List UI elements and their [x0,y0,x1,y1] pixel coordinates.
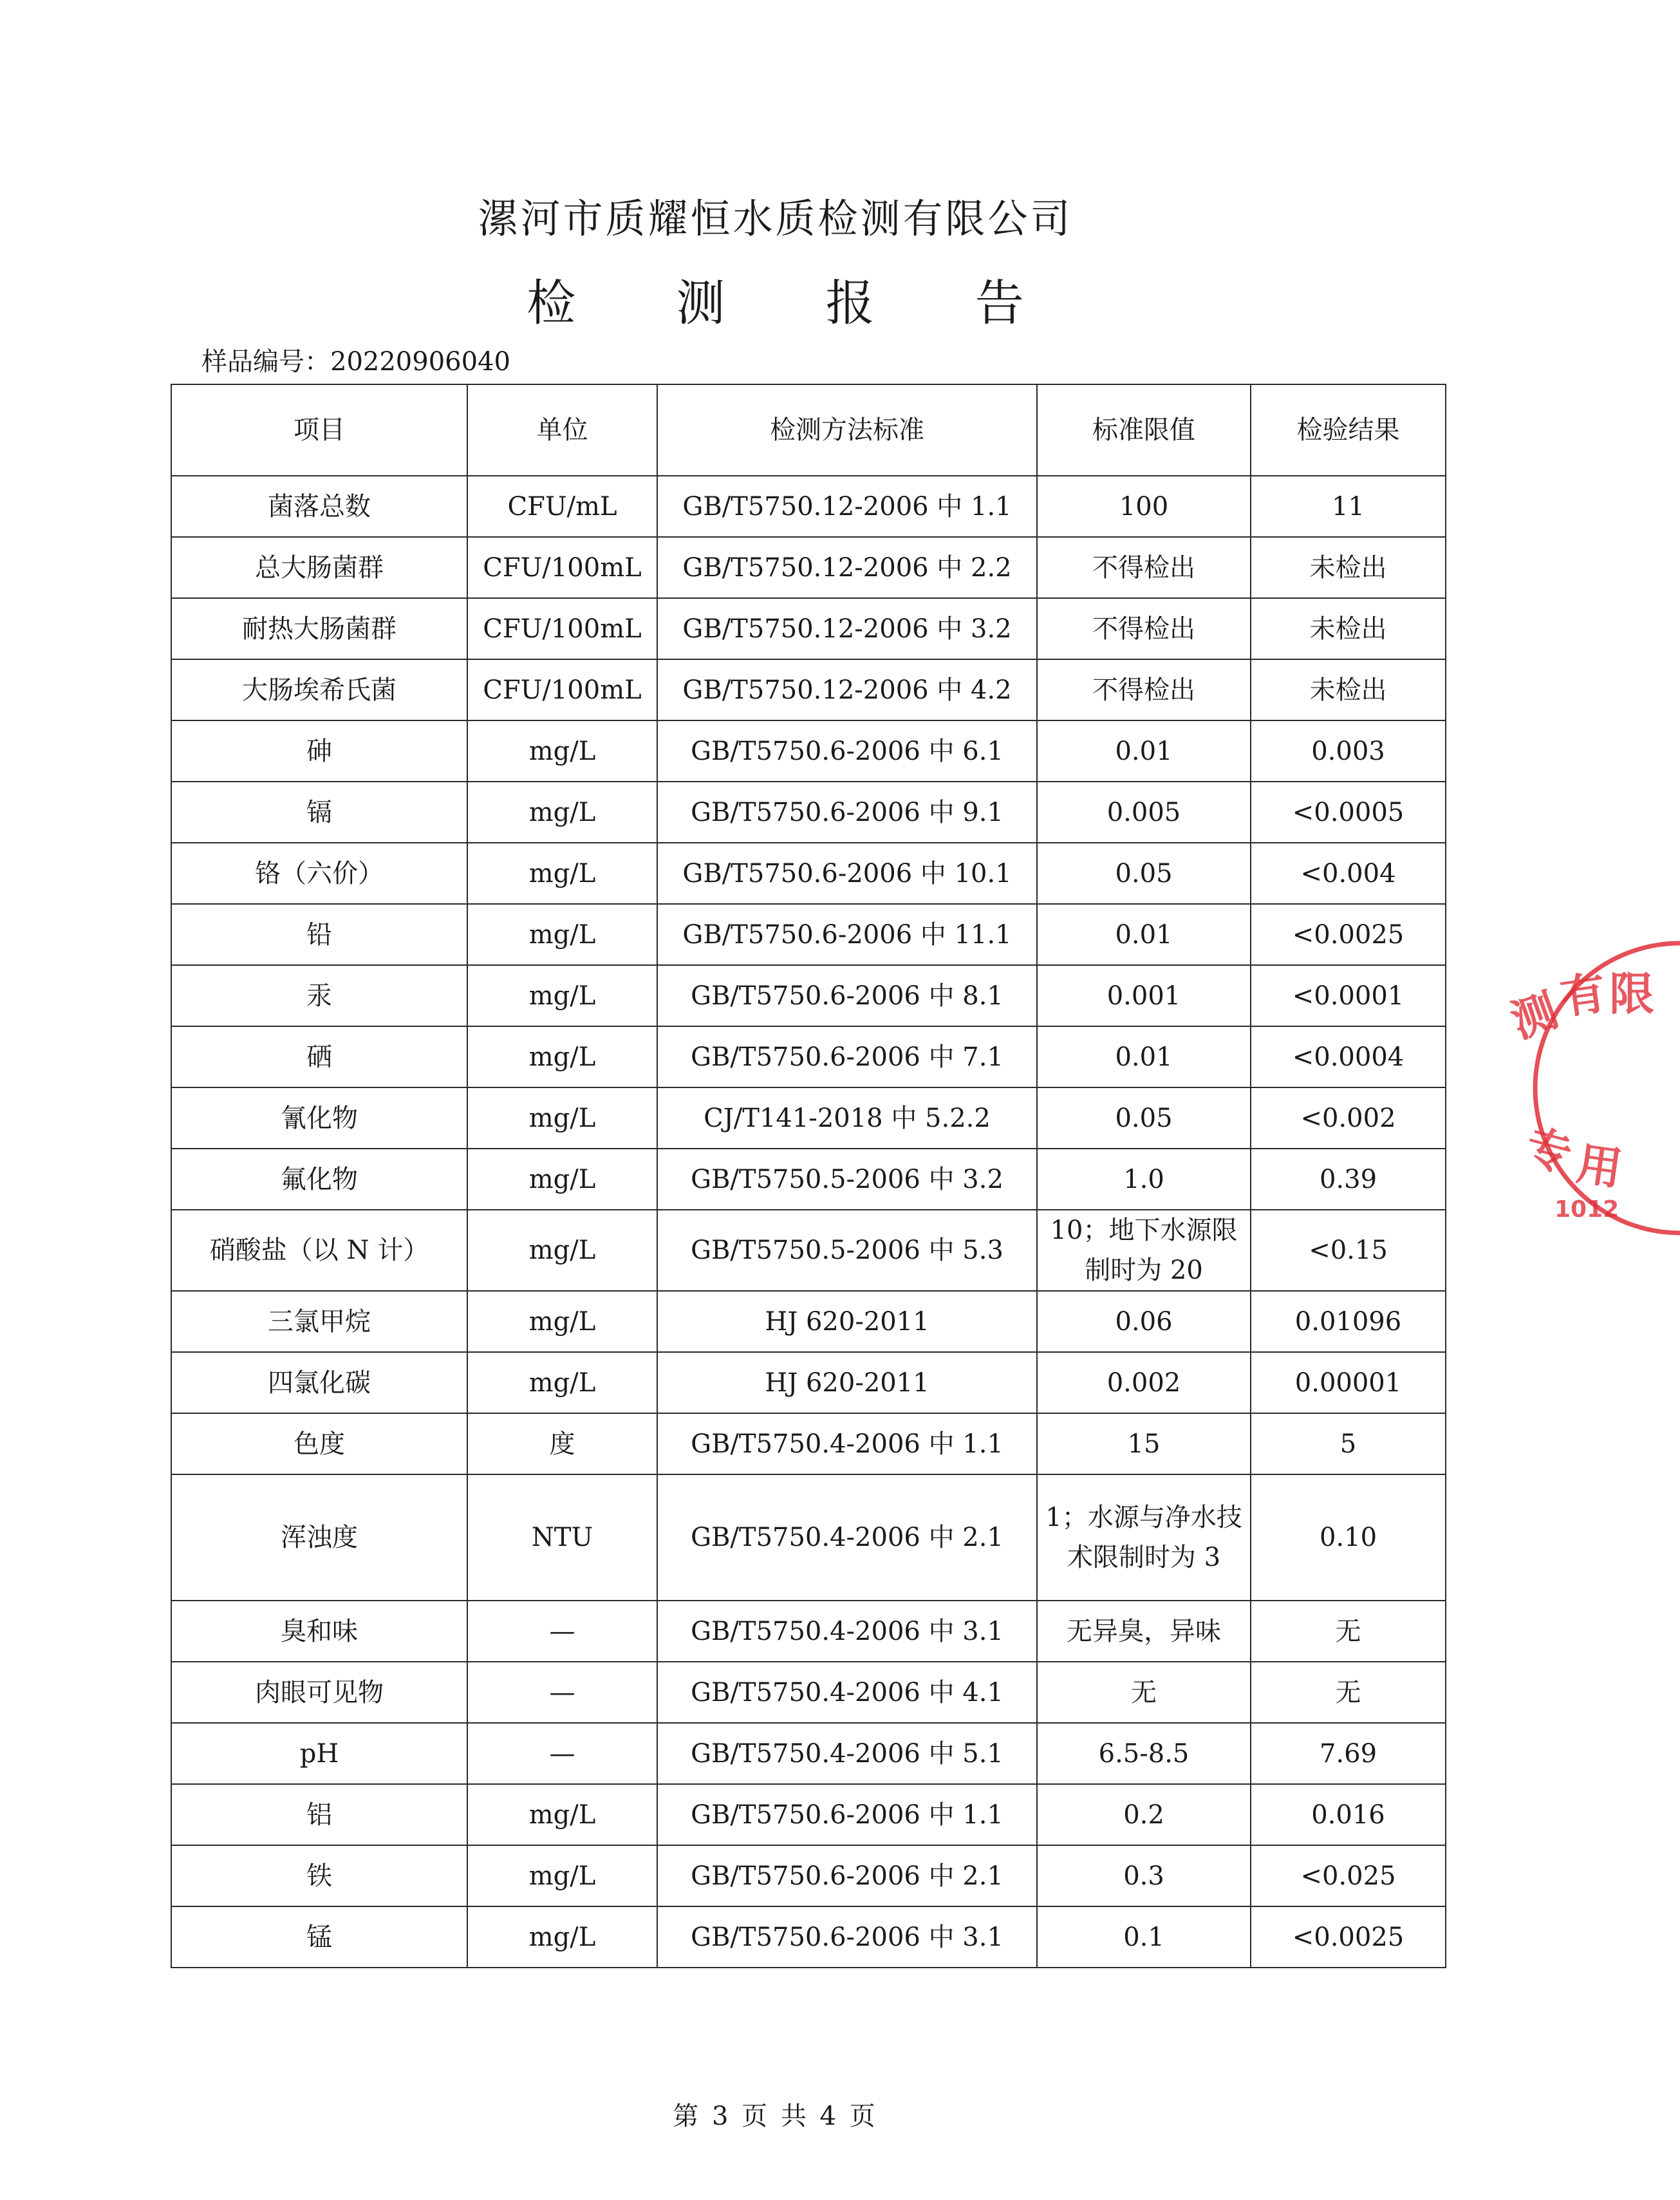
cell-method: GB/T5750.4-2006 中 5.1 [657,1723,1037,1784]
cell-limit: 0.06 [1037,1291,1251,1352]
cell-item: 大肠埃希氏菌 [171,659,467,720]
cell-limit: 1.0 [1037,1149,1251,1210]
table-row [171,1906,1446,1968]
cell-result: <0.0025 [1251,1906,1446,1968]
cell-method: GB/T5750.4-2006 中 3.1 [657,1601,1037,1662]
svg-text:有: 有 [1557,966,1609,1025]
table-row [171,537,1446,598]
cell-unit: mg/L [467,1210,657,1291]
cell-result: 未检出 [1251,659,1446,720]
table-row [171,1601,1446,1662]
cell-method: CJ/T141-2018 中 5.2.2 [657,1087,1037,1149]
cell-unit: mg/L [467,843,657,904]
cell-limit: 不得检出 [1037,659,1251,720]
table-row [171,1723,1446,1784]
header-method: 检测方法标准 [657,384,1037,476]
cell-unit: mg/L [467,1845,657,1906]
sample-number-label: 样品编号： [201,347,330,377]
cell-method: GB/T5750.6-2006 中 11.1 [657,904,1037,965]
table-row [171,659,1446,720]
cell-limit: 无异臭，异味 [1037,1601,1251,1662]
svg-text:限: 限 [1609,968,1654,1020]
header-result: 检验结果 [1251,384,1446,476]
svg-text:1012: 1012 [1554,1196,1619,1223]
cell-method: GB/T5750.6-2006 中 8.1 [657,965,1037,1026]
svg-text:专: 专 [1520,1119,1578,1183]
cell-result: <0.15 [1251,1210,1446,1291]
cell-limit: 0.001 [1037,965,1251,1026]
cell-method: GB/T5750.5-2006 中 5.3 [657,1210,1037,1291]
table-row [171,1413,1446,1474]
cell-unit: — [467,1601,657,1662]
table-row [171,1845,1446,1906]
cell-item: 色度 [171,1413,467,1474]
cell-unit: mg/L [467,965,657,1026]
cell-limit: 100 [1037,476,1251,537]
cell-method: GB/T5750.12-2006 中 3.2 [657,598,1037,659]
cell-limit: 10；地下水源限制时为 20 [1037,1210,1251,1291]
table-row [171,904,1446,965]
cell-item: 硒 [171,1026,467,1087]
cell-result: 7.69 [1251,1723,1446,1784]
cell-unit: CFU/mL [467,476,657,537]
sample-number-line [201,341,510,378]
cell-unit: mg/L [467,1087,657,1149]
cell-method: GB/T5750.6-2006 中 1.1 [657,1784,1037,1845]
table-body [171,476,1446,1968]
cell-limit: 0.05 [1037,1087,1251,1149]
company-name: 漯河市质耀恒水质检测有限公司 [478,195,1073,242]
cell-item: 砷 [171,720,467,782]
cell-limit: 15 [1037,1413,1251,1474]
report-title: 检 测 报 告 [527,274,1067,332]
cell-item: pH [171,1723,467,1784]
cell-method: GB/T5750.6-2006 中 3.1 [657,1906,1037,1968]
cell-method: HJ 620-2011 [657,1291,1037,1352]
table-row [171,1784,1446,1845]
cell-method: GB/T5750.4-2006 中 2.1 [657,1474,1037,1601]
cell-method: GB/T5750.6-2006 中 7.1 [657,1026,1037,1087]
cell-limit: 不得检出 [1037,537,1251,598]
sample-number-value: 20220906040 [330,347,510,377]
cell-limit: 0.1 [1037,1906,1251,1968]
svg-text:用: 用 [1573,1137,1626,1196]
cell-result: <0.0001 [1251,965,1446,1026]
cell-result: <0.0025 [1251,904,1446,965]
cell-result: 0.00001 [1251,1352,1446,1413]
test-results-table [171,384,1446,1968]
table-row [171,720,1446,782]
cell-unit: mg/L [467,1026,657,1087]
cell-limit: 0.01 [1037,1026,1251,1087]
cell-result: <0.0004 [1251,1026,1446,1087]
cell-limit: 0.05 [1037,843,1251,904]
cell-limit: 0.005 [1037,782,1251,843]
cell-item: 总大肠菌群 [171,537,467,598]
header-limit: 标准限值 [1037,384,1251,476]
cell-result: 无 [1251,1601,1446,1662]
cell-result: 未检出 [1251,598,1446,659]
cell-result: 0.39 [1251,1149,1446,1210]
cell-item: 氟化物 [171,1149,467,1210]
cell-result: 0.10 [1251,1474,1446,1601]
table-row [171,965,1446,1026]
cell-item: 耐热大肠菌群 [171,598,467,659]
cell-unit: mg/L [467,782,657,843]
cell-result: 无 [1251,1662,1446,1723]
page-number: 第 3 页 共 4 页 [673,2101,878,2131]
cell-result: 0.016 [1251,1784,1446,1845]
cell-item: 铬（六价） [171,843,467,904]
cell-unit: mg/L [467,1906,657,1968]
cell-unit: mg/L [467,1352,657,1413]
cell-limit: 1；水源与净水技术限制时为 3 [1037,1474,1251,1601]
cell-limit: 0.2 [1037,1784,1251,1845]
table-row [171,1210,1446,1291]
cell-limit: 6.5-8.5 [1037,1723,1251,1784]
cell-limit: 无 [1037,1662,1251,1723]
cell-method: GB/T5750.4-2006 中 4.1 [657,1662,1037,1723]
cell-method: GB/T5750.6-2006 中 10.1 [657,843,1037,904]
cell-limit: 0.3 [1037,1845,1251,1906]
cell-result: <0.002 [1251,1087,1446,1149]
cell-item: 氰化物 [171,1087,467,1149]
table-row [171,1026,1446,1087]
table-row [171,782,1446,843]
cell-result: 0.01096 [1251,1291,1446,1352]
cell-unit: — [467,1662,657,1723]
table-header-row [171,384,1446,476]
cell-item: 肉眼可见物 [171,1662,467,1723]
cell-limit: 0.01 [1037,720,1251,782]
cell-item: 三氯甲烷 [171,1291,467,1352]
cell-unit: CFU/100mL [467,598,657,659]
cell-item: 汞 [171,965,467,1026]
table-row [171,1474,1446,1601]
cell-item: 硝酸盐（以 N 计） [171,1210,467,1291]
cell-method: GB/T5750.12-2006 中 2.2 [657,537,1037,598]
cell-method: GB/T5750.6-2006 中 9.1 [657,782,1037,843]
cell-method: GB/T5750.5-2006 中 3.2 [657,1149,1037,1210]
cell-limit: 0.002 [1037,1352,1251,1413]
table-row [171,476,1446,537]
cell-unit: mg/L [467,1149,657,1210]
cell-unit: mg/L [467,904,657,965]
cell-method: GB/T5750.12-2006 中 4.2 [657,659,1037,720]
cell-result: 11 [1251,476,1446,537]
cell-method: GB/T5750.12-2006 中 1.1 [657,476,1037,537]
cell-item: 浑浊度 [171,1474,467,1601]
cell-item: 臭和味 [171,1601,467,1662]
cell-unit: NTU [467,1474,657,1601]
cell-result: 0.003 [1251,720,1446,782]
svg-text:测: 测 [1504,983,1565,1049]
cell-unit: mg/L [467,720,657,782]
cell-result: 5 [1251,1413,1446,1474]
cell-unit: mg/L [467,1784,657,1845]
cell-unit: CFU/100mL [467,659,657,720]
table-row [171,1149,1446,1210]
header-item: 项目 [171,384,467,476]
cell-result: 未检出 [1251,537,1446,598]
table-row [171,1662,1446,1723]
table-row [171,1352,1446,1413]
cell-item: 铁 [171,1845,467,1906]
company-seal-stamp [1487,934,1680,1243]
cell-result: <0.004 [1251,843,1446,904]
cell-unit: mg/L [467,1291,657,1352]
table-row [171,598,1446,659]
cell-result: <0.025 [1251,1845,1446,1906]
cell-method: GB/T5750.6-2006 中 6.1 [657,720,1037,782]
cell-result: <0.0005 [1251,782,1446,843]
cell-limit: 0.01 [1037,904,1251,965]
header-unit: 单位 [467,384,657,476]
cell-item: 铅 [171,904,467,965]
cell-method: GB/T5750.4-2006 中 1.1 [657,1413,1037,1474]
cell-method: HJ 620-2011 [657,1352,1037,1413]
cell-item: 铝 [171,1784,467,1845]
cell-item: 镉 [171,782,467,843]
cell-unit: — [467,1723,657,1784]
cell-item: 四氯化碳 [171,1352,467,1413]
cell-unit: 度 [467,1413,657,1474]
table-row [171,1087,1446,1149]
cell-limit: 不得检出 [1037,598,1251,659]
cell-method: GB/T5750.6-2006 中 2.1 [657,1845,1037,1906]
table-row [171,1291,1446,1352]
cell-item: 菌落总数 [171,476,467,537]
cell-unit: CFU/100mL [467,537,657,598]
cell-item: 锰 [171,1906,467,1968]
table-row [171,843,1446,904]
